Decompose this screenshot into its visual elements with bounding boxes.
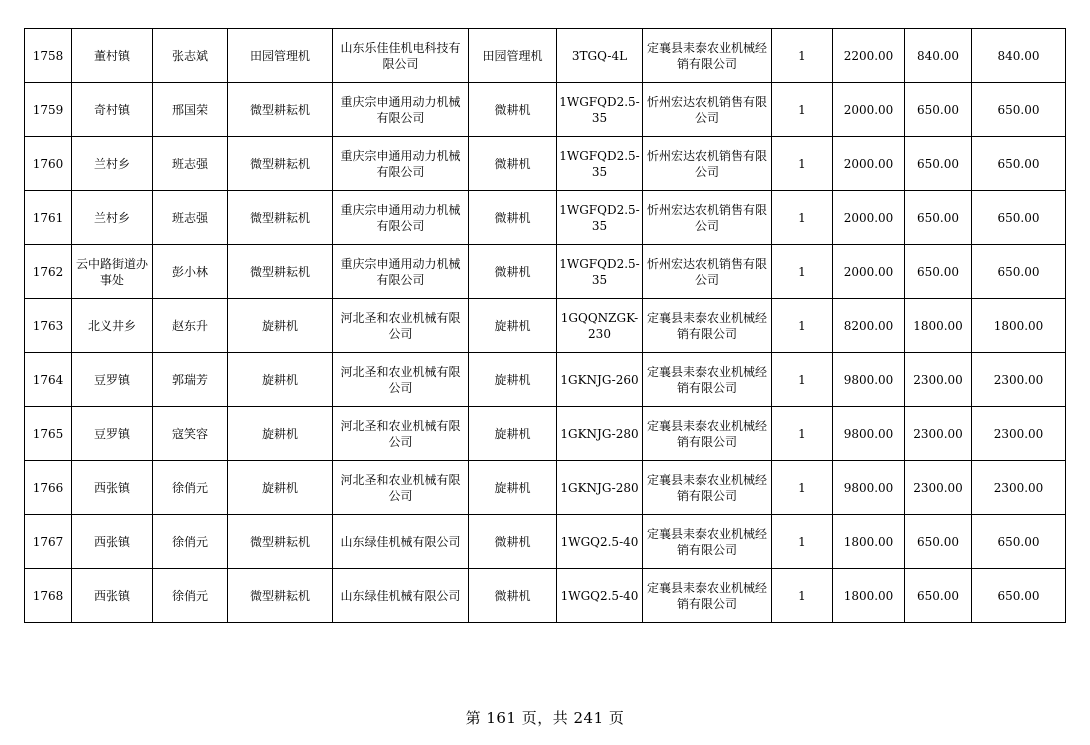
machine-category-cell: 田园管理机 <box>228 29 333 83</box>
dealer-cell: 忻州宏达农机销售有限公司 <box>643 245 772 299</box>
machine-name-cell: 微耕机 <box>469 245 557 299</box>
central-subsidy-cell: 650.00 <box>905 83 972 137</box>
dealer-cell: 定襄县耒泰农业机械经销有限公司 <box>643 353 772 407</box>
row-number-cell: 1768 <box>25 569 72 623</box>
sale-price-cell: 2200.00 <box>833 29 905 83</box>
machine-category-cell: 旋耕机 <box>228 299 333 353</box>
central-subsidy-cell: 650.00 <box>905 245 972 299</box>
total-subsidy-cell: 650.00 <box>972 137 1066 191</box>
buyer-name-cell: 班志强 <box>153 191 228 245</box>
central-subsidy-cell: 1800.00 <box>905 299 972 353</box>
table-row <box>25 137 1066 191</box>
dealer-cell: 定襄县耒泰农业机械经销有限公司 <box>643 515 772 569</box>
buyer-name-cell: 郭瑞芳 <box>153 353 228 407</box>
sale-price-cell: 9800.00 <box>833 461 905 515</box>
manufacturer-cell: 河北圣和农业机械有限公司 <box>333 461 469 515</box>
manufacturer-cell: 重庆宗申通用动力机械有限公司 <box>333 83 469 137</box>
row-number-cell: 1764 <box>25 353 72 407</box>
central-subsidy-cell: 2300.00 <box>905 461 972 515</box>
model-cell: 1WGFQD2.5-35 <box>557 83 643 137</box>
buyer-name-cell: 班志强 <box>153 137 228 191</box>
sale-price-cell: 2000.00 <box>833 137 905 191</box>
township-cell: 云中路街道办事处 <box>72 245 153 299</box>
sale-price-cell: 2000.00 <box>833 83 905 137</box>
machine-name-cell: 旋耕机 <box>469 407 557 461</box>
buyer-name-cell: 徐俏元 <box>153 461 228 515</box>
manufacturer-cell: 山东绿佳机械有限公司 <box>333 569 469 623</box>
machine-category-cell: 微型耕耘机 <box>228 515 333 569</box>
machine-name-cell: 微耕机 <box>469 569 557 623</box>
quantity-cell: 1 <box>772 407 833 461</box>
township-cell: 西张镇 <box>72 461 153 515</box>
total-subsidy-cell: 2300.00 <box>972 353 1066 407</box>
dealer-cell: 定襄县耒泰农业机械经销有限公司 <box>643 29 772 83</box>
buyer-name-cell: 张志斌 <box>153 29 228 83</box>
manufacturer-cell: 重庆宗申通用动力机械有限公司 <box>333 245 469 299</box>
buyer-name-cell: 徐俏元 <box>153 515 228 569</box>
row-number-cell: 1763 <box>25 299 72 353</box>
total-subsidy-cell: 1800.00 <box>972 299 1066 353</box>
model-cell: 1WGQ2.5-40 <box>557 515 643 569</box>
total-subsidy-cell: 650.00 <box>972 515 1066 569</box>
machine-name-cell: 旋耕机 <box>469 461 557 515</box>
row-number-cell: 1761 <box>25 191 72 245</box>
model-cell: 1GKNJG-280 <box>557 461 643 515</box>
dealer-cell: 定襄县耒泰农业机械经销有限公司 <box>643 569 772 623</box>
quantity-cell: 1 <box>772 299 833 353</box>
buyer-name-cell: 寇笑容 <box>153 407 228 461</box>
machine-name-cell: 微耕机 <box>469 137 557 191</box>
central-subsidy-cell: 650.00 <box>905 515 972 569</box>
central-subsidy-cell: 650.00 <box>905 569 972 623</box>
sale-price-cell: 2000.00 <box>833 191 905 245</box>
total-subsidy-cell: 650.00 <box>972 83 1066 137</box>
sale-price-cell: 2000.00 <box>833 245 905 299</box>
dealer-cell: 定襄县耒泰农业机械经销有限公司 <box>643 461 772 515</box>
model-cell: 1GQQNZGK-230 <box>557 299 643 353</box>
table-row <box>25 461 1066 515</box>
machine-category-cell: 旋耕机 <box>228 407 333 461</box>
quantity-cell: 1 <box>772 83 833 137</box>
row-number-cell: 1759 <box>25 83 72 137</box>
model-cell: 1WGFQD2.5-35 <box>557 245 643 299</box>
model-cell: 3TGQ-4L <box>557 29 643 83</box>
model-cell: 1WGFQD2.5-35 <box>557 191 643 245</box>
page-footer: 第 161 页，共 241 页 <box>465 709 625 727</box>
machine-name-cell: 微耕机 <box>469 191 557 245</box>
dealer-cell: 定襄县耒泰农业机械经销有限公司 <box>643 299 772 353</box>
central-subsidy-cell: 2300.00 <box>905 353 972 407</box>
quantity-cell: 1 <box>772 191 833 245</box>
machine-category-cell: 微型耕耘机 <box>228 245 333 299</box>
table-row <box>25 191 1066 245</box>
machine-name-cell: 旋耕机 <box>469 353 557 407</box>
table-row <box>25 245 1066 299</box>
quantity-cell: 1 <box>772 461 833 515</box>
township-cell: 西张镇 <box>72 569 153 623</box>
manufacturer-cell: 山东绿佳机械有限公司 <box>333 515 469 569</box>
table-row <box>25 407 1066 461</box>
subsidy-table <box>24 28 1066 623</box>
machine-category-cell: 旋耕机 <box>228 461 333 515</box>
township-cell: 豆罗镇 <box>72 407 153 461</box>
buyer-name-cell: 赵东升 <box>153 299 228 353</box>
machine-category-cell: 微型耕耘机 <box>228 83 333 137</box>
manufacturer-cell: 重庆宗申通用动力机械有限公司 <box>333 191 469 245</box>
model-cell: 1GKNJG-280 <box>557 407 643 461</box>
central-subsidy-cell: 2300.00 <box>905 407 972 461</box>
manufacturer-cell: 河北圣和农业机械有限公司 <box>333 299 469 353</box>
row-number-cell: 1765 <box>25 407 72 461</box>
table-row <box>25 515 1066 569</box>
machine-category-cell: 微型耕耘机 <box>228 191 333 245</box>
central-subsidy-cell: 650.00 <box>905 191 972 245</box>
table-row <box>25 299 1066 353</box>
row-number-cell: 1766 <box>25 461 72 515</box>
manufacturer-cell: 山东乐佳佳机电科技有限公司 <box>333 29 469 83</box>
quantity-cell: 1 <box>772 569 833 623</box>
sale-price-cell: 9800.00 <box>833 353 905 407</box>
sale-price-cell: 1800.00 <box>833 569 905 623</box>
total-subsidy-cell: 650.00 <box>972 245 1066 299</box>
quantity-cell: 1 <box>772 353 833 407</box>
row-number-cell: 1760 <box>25 137 72 191</box>
sale-price-cell: 9800.00 <box>833 407 905 461</box>
model-cell: 1WGQ2.5-40 <box>557 569 643 623</box>
machine-category-cell: 微型耕耘机 <box>228 137 333 191</box>
model-cell: 1WGFQD2.5-35 <box>557 137 643 191</box>
table-row <box>25 569 1066 623</box>
quantity-cell: 1 <box>772 137 833 191</box>
model-cell: 1GKNJG-260 <box>557 353 643 407</box>
township-cell: 西张镇 <box>72 515 153 569</box>
buyer-name-cell: 邢国荣 <box>153 83 228 137</box>
quantity-cell: 1 <box>772 29 833 83</box>
sale-price-cell: 8200.00 <box>833 299 905 353</box>
central-subsidy-cell: 840.00 <box>905 29 972 83</box>
machine-name-cell: 微耕机 <box>469 515 557 569</box>
dealer-cell: 忻州宏达农机销售有限公司 <box>643 137 772 191</box>
manufacturer-cell: 河北圣和农业机械有限公司 <box>333 407 469 461</box>
manufacturer-cell: 重庆宗申通用动力机械有限公司 <box>333 137 469 191</box>
total-subsidy-cell: 2300.00 <box>972 407 1066 461</box>
township-cell: 董村镇 <box>72 29 153 83</box>
total-subsidy-cell: 2300.00 <box>972 461 1066 515</box>
row-number-cell: 1767 <box>25 515 72 569</box>
dealer-cell: 定襄县耒泰农业机械经销有限公司 <box>643 407 772 461</box>
dealer-cell: 忻州宏达农机销售有限公司 <box>643 83 772 137</box>
central-subsidy-cell: 650.00 <box>905 137 972 191</box>
table-row <box>25 353 1066 407</box>
quantity-cell: 1 <box>772 245 833 299</box>
township-cell: 兰村乡 <box>72 137 153 191</box>
total-subsidy-cell: 650.00 <box>972 191 1066 245</box>
machine-category-cell: 旋耕机 <box>228 353 333 407</box>
township-cell: 奇村镇 <box>72 83 153 137</box>
buyer-name-cell: 徐俏元 <box>153 569 228 623</box>
machine-name-cell: 微耕机 <box>469 83 557 137</box>
row-number-cell: 1762 <box>25 245 72 299</box>
row-number-cell: 1758 <box>25 29 72 83</box>
township-cell: 豆罗镇 <box>72 353 153 407</box>
sale-price-cell: 1800.00 <box>833 515 905 569</box>
machine-name-cell: 旋耕机 <box>469 299 557 353</box>
table-row <box>25 83 1066 137</box>
quantity-cell: 1 <box>772 515 833 569</box>
township-cell: 北义井乡 <box>72 299 153 353</box>
township-cell: 兰村乡 <box>72 191 153 245</box>
table-body <box>25 29 1066 623</box>
dealer-cell: 忻州宏达农机销售有限公司 <box>643 191 772 245</box>
manufacturer-cell: 河北圣和农业机械有限公司 <box>333 353 469 407</box>
total-subsidy-cell: 650.00 <box>972 569 1066 623</box>
table-row <box>25 29 1066 83</box>
buyer-name-cell: 彭小林 <box>153 245 228 299</box>
total-subsidy-cell: 840.00 <box>972 29 1066 83</box>
machine-name-cell: 田园管理机 <box>469 29 557 83</box>
machine-category-cell: 微型耕耘机 <box>228 569 333 623</box>
